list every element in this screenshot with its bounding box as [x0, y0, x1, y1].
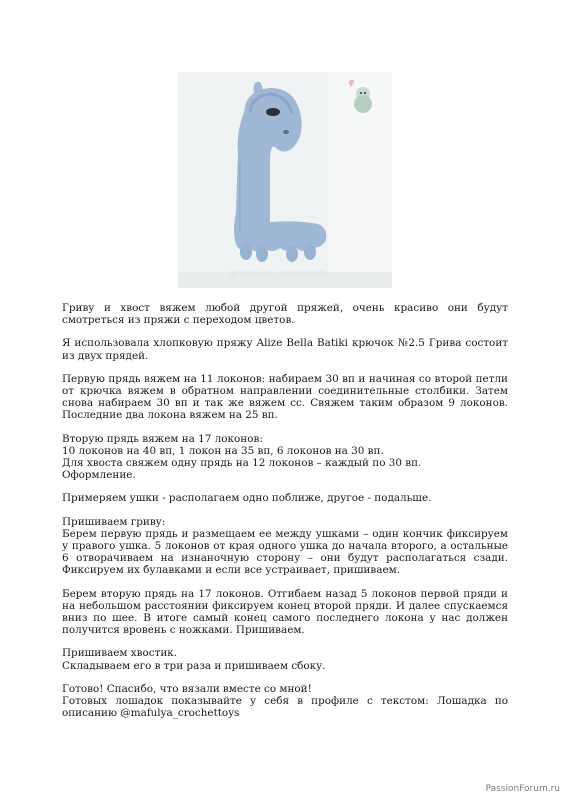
toy-photo [178, 72, 392, 288]
second-strand-line: Оформление. [62, 469, 136, 482]
article-body [62, 302, 508, 730]
block-mane [62, 516, 508, 577]
second-strand-line: Для хвоста свяжем одну прядь на 12 локонов – каждый по 30 вп. [62, 457, 422, 470]
crochet-horse-illustration [178, 72, 392, 288]
paragraph-first-strand: Первую прядь вяжем на 11 локонов: набираем 30 вп и начиная со второй петли от крючка вяжем в обратном направлении соединительные столбики. Затем снова набираем 30 вп и так же вяжем сс. Свяжем таким образом 9 локонов. Последние два локона вяжем на 25 вп. [62, 372, 508, 422]
tail-line: Пришиваем хвостик. [62, 647, 178, 660]
second-strand-line: Вторую прядь вяжем на 17 локонов: [62, 432, 263, 445]
block-second-strand [62, 433, 508, 482]
mane-heading: Пришиваем гриву: [62, 515, 166, 528]
end-line: Готово! Спасибо, что вязали вместе со мной! [62, 682, 312, 695]
paragraph-ears: Примеряем ушки - располагаем одно поближе, другое - подальше. [62, 492, 432, 505]
site-watermark: PassionForum.ru [485, 784, 560, 794]
paragraph-second-strand-sewing: Берем вторую прядь на 17 локонов. Отгибаем назад 5 локонов первой пряди и на небольшом расстоянии фиксируем конец второй пряди. И далее спускаемся вниз по шее. В итоге самый конец самого последнего локона у нас должен получится вровень с ножками. Пришиваем. [62, 587, 508, 637]
mane-body: Берем первую прядь и размещаем ее между ушками – один кончик фиксируем у правого ушка. 5 локонов от края одного ушка до начала второго, а остальные 6 отворачиваем на изнаночную сторону – они будут располагаться сзади. Фиксируем их булавками и если все устраивает, пришиваем. [62, 527, 508, 577]
second-strand-line: 10 локонов на 40 вп, 1 локон на 35 вп, 6 локонов на 30 вп. [62, 444, 384, 457]
block-end [62, 683, 508, 720]
tail-line: Складываем его в три раза и пришиваем сбоку. [62, 659, 326, 672]
paragraph-intro: Гриву и хвост вяжем любой другой пряжей, очень красиво они будут смотреться из пряжи с переходом цветов. [62, 302, 508, 327]
photo-watermark: @mafulya_crochettoys [230, 268, 326, 277]
block-tail [62, 647, 508, 671]
end-line-profile: Готовых лошадок показывайте у себя в профиле с текстом: Лошадка по описанию @mafulya_crochettoys [62, 695, 508, 720]
paragraph-yarn: Я использовала хлопковую пряжу Alize Bella Batiki крючок №2.5 Грива состоит из двух прядей. [62, 337, 508, 362]
